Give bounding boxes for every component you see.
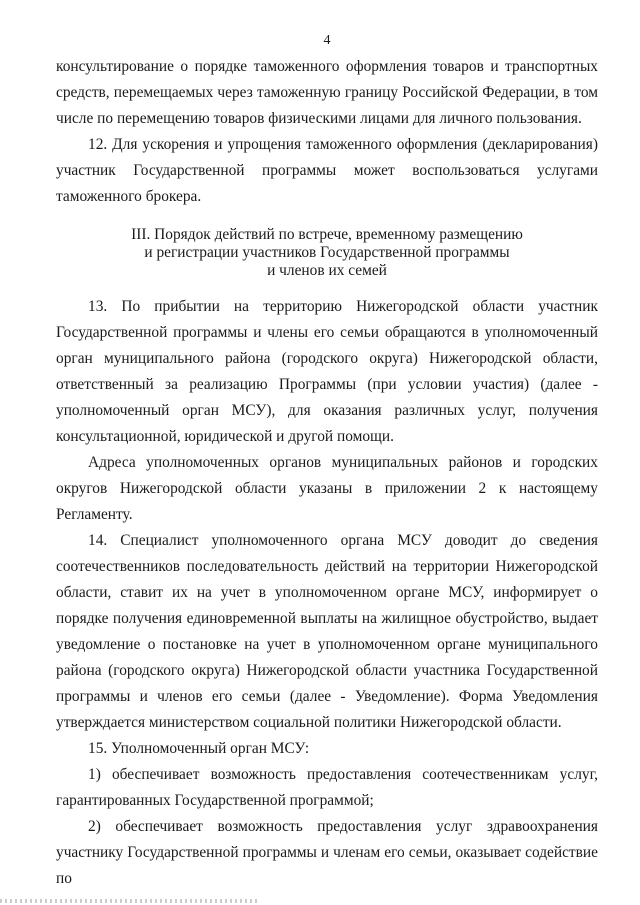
section-heading-line-1: III. Порядок действий по встрече, временному размещению bbox=[131, 226, 523, 243]
paragraph-12: 12. Для ускорения и упрощения таможенного оформления (декларирования) участник Государственной программы может воспользоваться услугами таможенного брокера. bbox=[56, 136, 598, 205]
paragraph-customs-consulting: консультирование о порядке таможенного оформления товаров и транспортных средств, перемещаемых через таможенную границу Российской Федерации, в том числе по перемещению товаров физическими лицами для личного пользования. bbox=[56, 58, 598, 127]
page-number: 4 bbox=[323, 33, 331, 48]
paragraph-addresses: Адреса уполномоченных органов муниципальных районов и городских округов Нижегородской области указаны в приложении 2 к настоящему Регламенту. bbox=[56, 454, 598, 523]
paragraph-13: 13. По прибытии на территорию Нижегородской области участник Государственной программы и члены его семьи обращаются в уполномоченный орган муниципального района (городского округа) Нижегородской области, ответственный за реализацию Программы (при условии участия) (далее - уполномоченный орган МСУ), для оказания различных услуг, получения консультационной, юридической и другой помощи. bbox=[56, 298, 598, 445]
paragraph-14: 14. Специалист уполномоченного органа МСУ доводит до сведения соотечественников последовательность действий на территории Нижегородской области, ставит их на учет в уполномоченном органе МСУ, информирует о порядке получения единовременной выплаты на жилищное обустройство, выдает уведомление о постановке на учет в уполномоченном органе муниципального района (городского округа) Нижегородской области участника Государственной программы и членов его семьи (далее - Уведомление). Форма Уведомления утверждается министерством социальной политики Нижегородской области. bbox=[56, 532, 598, 731]
scan-edge-artifact bbox=[0, 899, 260, 903]
section-heading bbox=[56, 226, 598, 280]
paragraph-15-item-2: 2) обеспечивает возможность предоставления услуг здравоохранения участнику Государственной программы и членам его семьи, оказывает содействие по bbox=[56, 818, 598, 887]
section-heading-line-2: и регистрации участников Государственной программы bbox=[144, 244, 510, 261]
paragraph-15-item-1: 1) обеспечивает возможность предоставления соотечественникам услуг, гарантированных Государственной программой; bbox=[56, 766, 598, 809]
paragraph-15: 15. Уполномоченный орган МСУ: bbox=[88, 740, 310, 757]
section-heading-line-3: и членов их семей bbox=[267, 262, 387, 279]
document-page bbox=[56, 28, 598, 892]
